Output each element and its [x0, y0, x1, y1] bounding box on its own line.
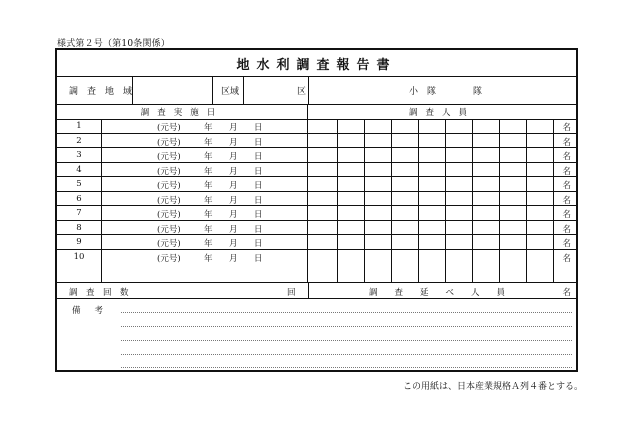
row-num: 9 [76, 237, 82, 247]
row-gengo: (元号) [157, 137, 181, 148]
row-hi: 日 [254, 239, 263, 249]
row-mei: 名 [562, 195, 571, 206]
kuiki-label: 区域 [221, 87, 240, 97]
footer-note: この用紙は、日本産業規格Ａ列４番とする。 [402, 382, 583, 392]
row-num: 1 [76, 121, 82, 131]
row-hi: 日 [254, 123, 263, 133]
row-tsuki: 月 [229, 152, 238, 162]
row-gengo: (元号) [157, 123, 181, 133]
form-title: 地水利調査報告書 [57, 50, 576, 77]
row-mei: 名 [562, 224, 571, 235]
row-gengo: (元号) [157, 253, 181, 264]
totals-row [57, 282, 576, 299]
shotai-label: 小 隊 [409, 87, 437, 97]
table-row [308, 221, 576, 236]
divider [308, 283, 309, 298]
table-row [308, 134, 576, 149]
survey-people-table [308, 105, 576, 282]
row-tsuki: 月 [229, 123, 238, 133]
survey-area-label: 調 査 地 域 [69, 87, 133, 97]
row-num: 7 [76, 208, 82, 218]
divider [308, 77, 309, 104]
row-tsuki: 月 [229, 253, 238, 264]
row-gengo: (元号) [157, 152, 181, 162]
row-mei: 名 [562, 166, 571, 177]
remarks-line [121, 312, 572, 313]
table-row [308, 148, 576, 163]
remarks-line [121, 340, 572, 341]
table-row [57, 119, 307, 134]
row-num: 4 [76, 164, 82, 175]
row-tsuki: 月 [229, 224, 238, 235]
row-num: 8 [76, 222, 82, 233]
remarks-line [121, 326, 572, 327]
row-gengo: (元号) [157, 195, 181, 206]
row-nen: 年 [204, 123, 213, 133]
table-row [57, 177, 307, 192]
total-people-unit: 名 [562, 288, 571, 298]
row-hi: 日 [254, 137, 263, 148]
table-row [57, 192, 307, 207]
row-nen: 年 [204, 239, 213, 249]
row-gengo: (元号) [157, 224, 181, 235]
row-hi: 日 [254, 181, 263, 191]
row-hi: 日 [254, 224, 263, 235]
survey-area-row [57, 77, 576, 105]
survey-grid [57, 105, 576, 282]
row-nen: 年 [204, 166, 213, 177]
table-row [57, 163, 307, 178]
row-gengo: (元号) [157, 166, 181, 177]
row-num: 6 [76, 193, 82, 204]
row-mei: 名 [562, 239, 571, 249]
table-row [57, 221, 307, 236]
row-nen: 年 [204, 181, 213, 191]
row-mei: 名 [562, 152, 571, 162]
row-gengo: (元号) [157, 210, 181, 220]
remarks-line [121, 354, 572, 355]
survey-count-unit: 回 [287, 288, 296, 298]
row-num: 10 [73, 251, 85, 262]
row-hi: 日 [254, 210, 263, 220]
row-tsuki: 月 [229, 195, 238, 206]
divider [212, 77, 213, 104]
row-nen: 年 [204, 224, 213, 235]
row-tsuki: 月 [229, 181, 238, 191]
remarks-line [121, 367, 572, 368]
row-hi: 日 [254, 253, 263, 264]
row-hi: 日 [254, 195, 263, 206]
remarks-section [57, 299, 576, 372]
table-row [308, 119, 576, 134]
row-nen: 年 [204, 210, 213, 220]
table-row [308, 250, 576, 265]
ku-label: 区 [297, 87, 307, 97]
row-hi: 日 [254, 166, 263, 177]
row-mei: 名 [562, 137, 571, 148]
survey-count-label: 調 査 回 数 [69, 288, 129, 298]
table-row [57, 250, 307, 265]
divider [132, 77, 133, 104]
row-nen: 年 [204, 137, 213, 148]
report-form [55, 48, 578, 372]
row-num: 2 [76, 135, 82, 146]
table-row [57, 148, 307, 163]
row-mei: 名 [562, 210, 571, 220]
row-mei: 名 [562, 253, 571, 264]
table-row [57, 134, 307, 149]
row-hi: 日 [254, 152, 263, 162]
row-mei: 名 [562, 123, 571, 133]
table-row [308, 192, 576, 207]
table-row [308, 235, 576, 250]
tai-label: 隊 [473, 87, 483, 97]
row-nen: 年 [204, 152, 213, 162]
row-mei: 名 [562, 181, 571, 191]
table-row [308, 177, 576, 192]
survey-date-table [57, 105, 308, 282]
row-num: 3 [76, 150, 82, 160]
row-nen: 年 [204, 195, 213, 206]
row-tsuki: 月 [229, 239, 238, 249]
divider [243, 77, 244, 104]
table-row [57, 206, 307, 221]
form-number-label: 様式第２号（第10条関係） [57, 39, 171, 49]
row-tsuki: 月 [229, 210, 238, 220]
row-nen: 年 [204, 253, 213, 264]
survey-date-header: 調査実施日 [57, 105, 307, 120]
table-row [308, 206, 576, 221]
survey-people-header: 調査人員 [308, 105, 576, 120]
row-tsuki: 月 [229, 166, 238, 177]
table-row [308, 163, 576, 178]
total-people-label: 調 査 延 べ 人 員 [369, 288, 506, 298]
row-num: 5 [76, 179, 82, 189]
row-gengo: (元号) [157, 181, 181, 191]
table-row [57, 235, 307, 250]
remarks-label: 備考 [72, 306, 118, 316]
row-gengo: (元号) [157, 239, 181, 249]
row-tsuki: 月 [229, 137, 238, 148]
